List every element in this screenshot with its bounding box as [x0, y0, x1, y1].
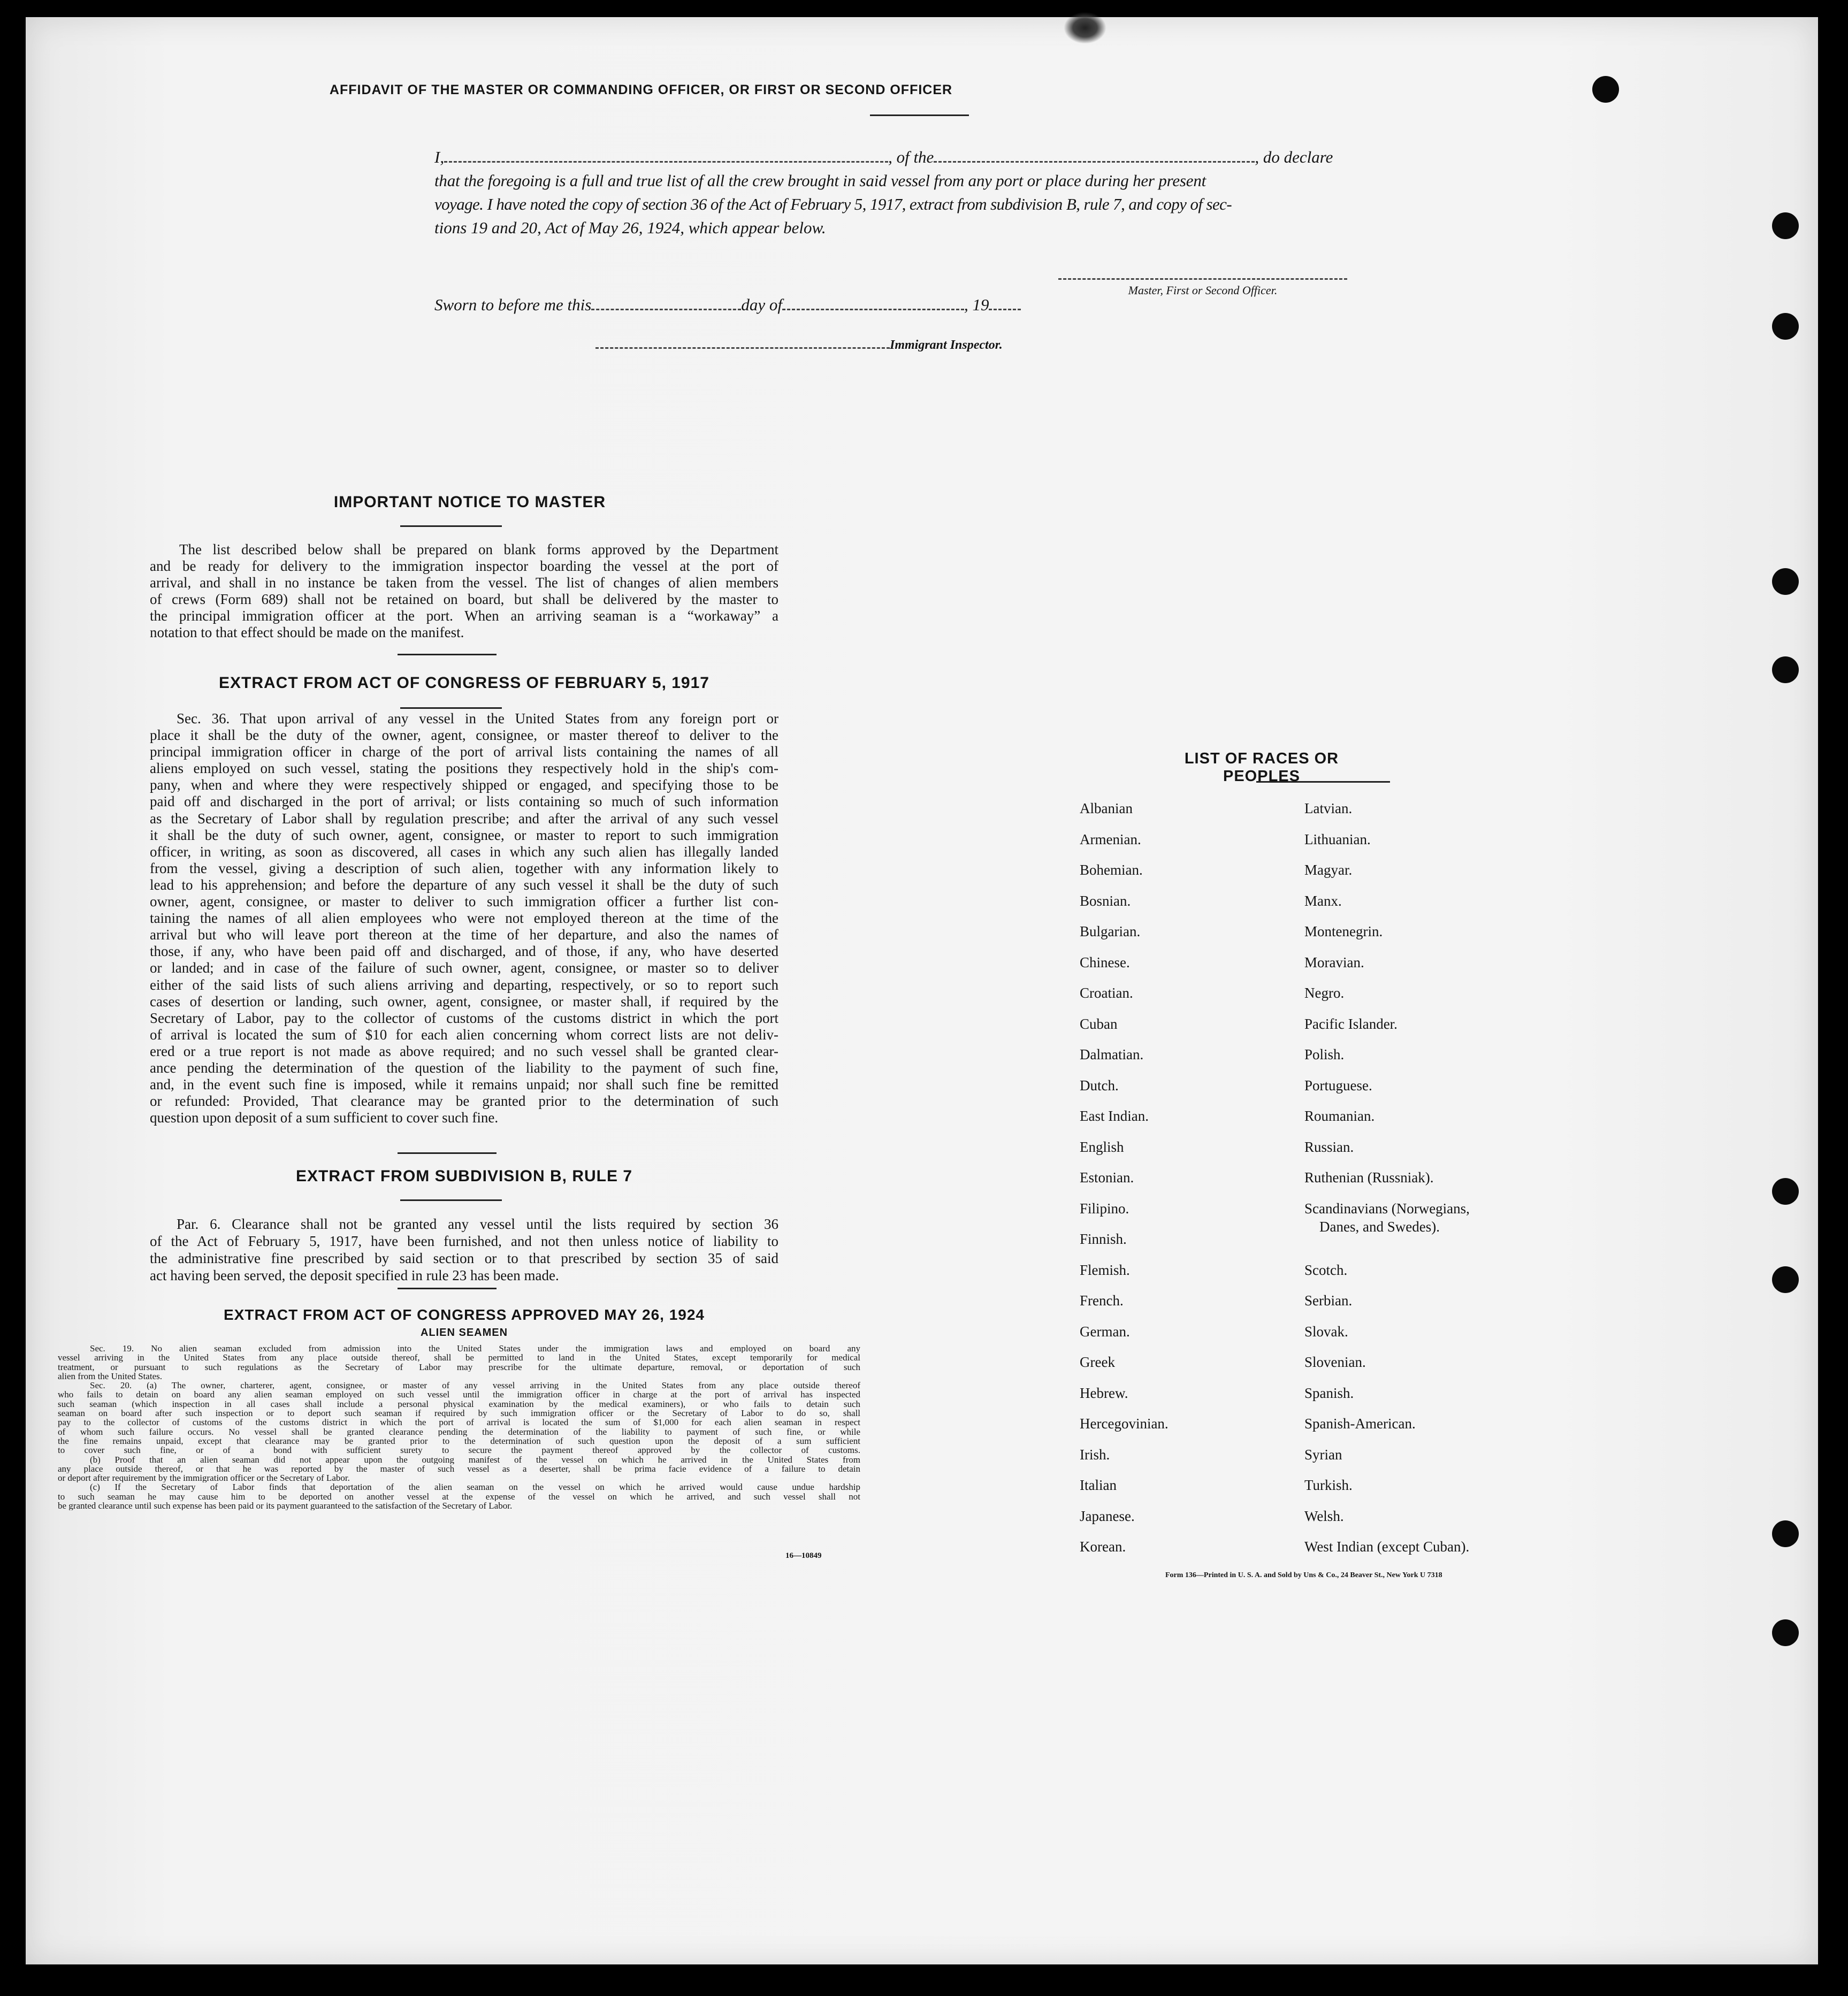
act1924-line: who fails to detain on board any alien seaman employed on such vessel until the immigration officer in charge at the port of arrival has inspected	[58, 1390, 860, 1400]
race-item: Danes, and Swedes).	[1319, 1218, 1440, 1235]
race-item: Italian	[1080, 1477, 1117, 1493]
races-rule	[1256, 781, 1390, 783]
tear-mark	[1064, 12, 1106, 44]
race-item: Flemish.	[1080, 1261, 1130, 1278]
act1917-line: question upon deposit of a sum sufficient to cover such fine.	[150, 1110, 499, 1126]
notice-title: IMPORTANT NOTICE TO MASTER	[333, 493, 606, 511]
notice-line: the principal immigration officer at the port. When an arriving seaman is a “workaway” a	[150, 608, 778, 624]
rule7-title: EXTRACT FROM SUBDIVISION B, RULE 7	[295, 1167, 633, 1185]
rule7-rule	[400, 1199, 502, 1201]
act1924-title: EXTRACT FROM ACT OF CONGRESS APPROVED MAY 26, 1924	[224, 1306, 705, 1323]
vessel-blank	[934, 160, 1255, 163]
race-item: East Indian.	[1080, 1108, 1149, 1124]
act1917-line: it shall be the duty of such owner, agent, consignee, or master to report to such immigration	[150, 827, 778, 843]
affidavit-body-2: voyage. I have noted the copy of section 36 of the Act of February 5, 1917, extract from subdivision B, rule 7, and copy of sec-	[434, 195, 1232, 213]
name-blank	[444, 160, 888, 163]
race-item: Portuguese.	[1304, 1077, 1372, 1093]
race-item: Chinese.	[1080, 954, 1130, 970]
act1917-line: as the Secretary of Labor shall by regulation prescribe; and after the arrival of any such vessel	[150, 810, 778, 827]
race-item: Welsh.	[1304, 1508, 1344, 1524]
inspector-label: Immigrant Inspector.	[890, 338, 1003, 352]
affidavit-line-1	[434, 146, 1414, 169]
race-item: Magyar.	[1304, 862, 1353, 878]
affidavit-i: I,	[434, 148, 445, 166]
race-item: Scandinavians (Norwegians,	[1304, 1200, 1470, 1217]
document-page	[26, 17, 1818, 1964]
rule7-line: of the Act of February 5, 1917, have been furnished, and not then unless notice of liability to	[150, 1233, 778, 1249]
year-blank	[989, 308, 1021, 310]
race-item: Latvian.	[1304, 800, 1353, 816]
race-item: Albanian	[1080, 800, 1133, 816]
master-signature-line	[1058, 277, 1347, 280]
act1924-line: any place outside thereof, or that he was reported by the master of such vessel as a deserter, shall be prima facie evidence of a failure to detain	[58, 1464, 860, 1474]
punch-hole	[1772, 1178, 1799, 1205]
race-item: Scotch.	[1304, 1261, 1348, 1278]
act1924-line: to cover such fine, or of a bond with sufficient surety to secure the payment thereof approved by the collector of customs.	[58, 1446, 860, 1455]
act1924-subtitle: ALIEN SEAMEN	[420, 1327, 508, 1339]
act1924-line: seaman on board after such inspection or to deport such seaman if required by such immigration officer or the Secretary of Labor to do so, shall	[58, 1409, 860, 1418]
act1917-rule	[400, 707, 502, 709]
act1917-line: and, in the event such fine is imposed, while it remains unpaid; nor shall such fine be remitted	[150, 1076, 778, 1093]
punch-hole	[1772, 1266, 1799, 1293]
act1917-line: ance pending the determination of the question of the liability to the payment of such fine,	[150, 1059, 778, 1076]
sworn-text: Sworn to before me this	[434, 295, 592, 314]
race-item: Lithuanian.	[1304, 831, 1371, 847]
race-item: French.	[1080, 1293, 1124, 1309]
punch-hole	[1772, 1520, 1799, 1547]
act1917-line: ered or a true report is not made as above required; and no such vessel shall be granted clear-	[150, 1043, 778, 1059]
race-item: Turkish.	[1304, 1477, 1353, 1493]
act1917-line: or landed; and in case of the failure of such owner, agent, consignee, or master so to deliver	[150, 960, 778, 976]
race-item: Hercegovinian.	[1080, 1416, 1169, 1432]
act1917-line: place it shall be the duty of the owner, agent, consignee, or master thereof to deliver to the	[150, 727, 778, 744]
act1917-line: from the vessel, giving a description of such alien, together with any information likely to	[150, 860, 778, 876]
notice-text	[150, 541, 778, 641]
rule7-line: the administrative fine prescribed by said section or to that prescribed by section 35 of said	[150, 1250, 778, 1266]
act1917-line: or refunded: Provided, That clearance may be granted prior to the determination of such	[150, 1093, 778, 1110]
master-signature-label: Master, First or Second Officer.	[1128, 284, 1278, 297]
race-item: Montenegrin.	[1304, 923, 1383, 939]
day-of-text: day of	[741, 295, 782, 314]
sworn-day-blank	[591, 308, 741, 310]
act1917-line: either of the said lists of such aliens arriving and departing, respectively, or so to report such	[150, 976, 778, 993]
inspector-line	[595, 338, 1003, 353]
notice-line: The list described below shall be prepared on blank forms approved by the Department	[179, 541, 778, 557]
affidavit-body-3: tions 19 and 20, Act of May 26, 1924, which appear below.	[434, 218, 826, 237]
act1917-line: officer, in writing, as soon as discovered, all cases in which any such alien has illegally landed	[150, 843, 778, 860]
act1917-line: paid off and discharged in the port of arrival; or lists containing so much of such information	[150, 793, 778, 810]
race-item: Estonian.	[1080, 1169, 1134, 1186]
act1917-text	[150, 710, 778, 1126]
notice-end-rule	[398, 654, 497, 655]
races-title: LIST OF RACES OR PEOPLES	[1184, 750, 1339, 785]
race-item: Armenian.	[1080, 831, 1141, 847]
race-item: Bosnian.	[1080, 892, 1131, 909]
punch-hole	[1772, 1619, 1799, 1646]
race-item: Bohemian.	[1080, 862, 1143, 878]
act1924-text	[58, 1344, 860, 1510]
races-left-column	[1080, 800, 1294, 1570]
race-item: Croatian.	[1080, 985, 1133, 1001]
act1924-line: be granted clearance until such expense has been paid or its payment guaranteed to the satisfaction of the Secretary of Labor.	[58, 1501, 513, 1511]
act1924-line: Sec. 19. No alien seaman excluded from admission into the United States under the immigration laws and employed on board any	[90, 1344, 860, 1353]
notice-line: of crews (Form 689) shall not be retained on board, but shall be delivered by the master to	[150, 591, 778, 607]
year-text: , 19	[964, 295, 989, 314]
affidavit-block	[434, 146, 1414, 240]
race-item: Spanish.	[1304, 1385, 1354, 1401]
race-item: Japanese.	[1080, 1508, 1135, 1524]
race-item: Russian.	[1304, 1138, 1354, 1155]
races-footer: Form 136—Printed in U. S. A. and Sold by Uns & Co., 24 Beaver St., New York U 7318	[1165, 1571, 1442, 1579]
race-item: Moravian.	[1304, 954, 1364, 970]
act1924-line: or deport after requirement by the immigration officer or the Secretary of Labor.	[58, 1473, 350, 1483]
inspector-signature-line	[595, 346, 890, 349]
act1917-line: taining the names of all alien employees who were not employed thereon at the time of the	[150, 910, 778, 927]
race-item: Ruthenian (Russniak).	[1304, 1169, 1434, 1186]
rule7-text	[150, 1215, 778, 1284]
sworn-month-blank	[782, 308, 964, 310]
race-item: Slovak.	[1304, 1323, 1348, 1340]
race-item: Finnish.	[1080, 1231, 1127, 1247]
act1917-line: arrival but who will leave port thereon at the time of her departure, and also the names of	[150, 927, 778, 943]
act1924-line: treatment, or pursuant to such regulations as the Secretary of Labor may prescribe for the ultimate departure, removal, or deportation of such	[58, 1362, 860, 1372]
master-signature	[1058, 273, 1347, 297]
race-item: German.	[1080, 1323, 1130, 1340]
act1924-line: such seaman (which inspection in all cases shall include a personal physical examination by the medical examiners), or who fails to detain such	[58, 1399, 860, 1409]
race-item: Bulgarian.	[1080, 923, 1141, 939]
race-item: Manx.	[1304, 892, 1342, 909]
rule7-line: act having been served, the deposit specified in rule 23 has been made.	[150, 1267, 559, 1283]
races-right-column	[1304, 800, 1572, 1570]
act1917-line: pany, when and where they were respectively shipped or engaged, and specifying those to be	[150, 777, 778, 793]
act1924-line: (c) If the Secretary of Labor finds that deportation of the alien seaman on the vessel on which he arrived would cause undue hardship	[90, 1482, 860, 1492]
act1917-line: of arrival is located the sum of $10 for each alien concerning whom correct lists are not deliv-	[150, 1026, 778, 1043]
affidavit-declare: , do declare	[1255, 148, 1333, 166]
race-item: Filipino.	[1080, 1200, 1129, 1217]
act1924-line: of whom such failure occurs. No vessel shall be granted clearance pending the determination of the liability to payment of such fine, or while	[58, 1427, 860, 1436]
race-item: Pacific Islander.	[1304, 1015, 1398, 1032]
act1924-line: vessel arriving in the United States from any place outside thereof, shall be permitted to land in the United States, except temporarily for medical	[58, 1353, 860, 1363]
race-item: Korean.	[1080, 1539, 1126, 1555]
act1917-line: those, if any, who have been paid off and discharged, and of those, if any, who have deserted	[150, 943, 778, 960]
race-item: Dalmatian.	[1080, 1046, 1144, 1062]
rule7-line: Par. 6. Clearance shall not be granted any vessel until the lists required by section 36	[177, 1216, 778, 1232]
act1917-line: owner, agent, consignee, or master to deliver to such immigration officer a further list con-	[150, 893, 778, 910]
act1924-line: the fine remains unpaid, except that clearance may be granted prior to the determination of such question upon the deposit of a sum sufficient	[58, 1436, 860, 1446]
race-item: Negro.	[1304, 985, 1345, 1001]
notice-line: notation to that effect should be made on the manifest.	[150, 624, 464, 640]
race-item: Hebrew.	[1080, 1385, 1128, 1401]
act1917-line: principal immigration officer in charge of the port of arrival lists containing the names of all	[150, 744, 778, 760]
act1917-line: cases of desertion or landing, such owner, agent, consignee, or master shall, if required by the	[150, 993, 778, 1010]
act1924-line: alien from the United States.	[58, 1371, 162, 1381]
punch-hole	[1772, 212, 1799, 239]
punch-hole	[1772, 568, 1799, 595]
race-item: Syrian	[1304, 1446, 1342, 1463]
affidavit-of-the: , of the	[888, 148, 934, 166]
race-item: Slovenian.	[1304, 1354, 1366, 1370]
title-rule	[870, 114, 969, 116]
act1917-line: aliens employed on such vessel, stating the positions they respectively hold in the ship's com-	[150, 760, 778, 777]
rule7-end-rule	[398, 1288, 497, 1289]
punch-hole	[1772, 656, 1799, 683]
race-item: West Indian (except Cuban).	[1304, 1539, 1470, 1555]
affidavit-title: AFFIDAVIT OF THE MASTER OR COMMANDING OFFICER, OR FIRST OR SECOND OFFICER	[329, 82, 953, 97]
act1924-line: Sec. 20. (a) The owner, charterer, agent, consignee, or master of any vessel arriving in the United States from any place outside thereof	[90, 1381, 860, 1390]
affidavit-body-1: that the foregoing is a full and true list of all the crew brought in said vessel from any port or place during her present	[434, 171, 1206, 190]
race-item: Serbian.	[1304, 1293, 1353, 1309]
notice-line: arrival, and shall in no instance be taken from the vessel. The list of changes of alien members	[150, 575, 778, 591]
act1924-line: pay to the collector of customs of the customs district in which the port of arrival is located the sum of $1,000 for each alien seaman in respect	[58, 1418, 860, 1427]
race-item: English	[1080, 1138, 1124, 1155]
act1924-line: to such seaman he may cause him to be deported on another vessel at the expense of the vessel on which he arrived, and such vessel shall not	[58, 1492, 860, 1502]
act1924-line: (b) Proof that an alien seaman did not appear upon the outgoing manifest of the vessel on which he arrived in the United States from	[90, 1455, 860, 1464]
punch-hole	[1592, 76, 1619, 103]
sworn-line	[434, 295, 1021, 315]
race-item: Roumanian.	[1304, 1108, 1375, 1124]
race-item: Irish.	[1080, 1446, 1110, 1463]
notice-rule	[400, 525, 502, 527]
punch-hole	[1772, 313, 1799, 340]
act1917-line: Sec. 36. That upon arrival of any vessel in the United States from any foreign port or	[177, 710, 778, 726]
race-item: Polish.	[1304, 1046, 1345, 1062]
race-item: Greek	[1080, 1354, 1115, 1370]
act1917-line: Secretary of Labor, pay to the collector of customs of the customs district in which the port	[150, 1010, 778, 1026]
race-item: Spanish-American.	[1304, 1416, 1416, 1432]
form-code: 16—10849	[785, 1551, 822, 1560]
act1917-title: EXTRACT FROM ACT OF CONGRESS OF FEBRUARY 5, 1917	[219, 674, 709, 692]
notice-line: and be ready for delivery to the immigration inspector boarding the vessel at the port of	[150, 558, 778, 574]
race-item: Dutch.	[1080, 1077, 1119, 1093]
act1917-end-rule	[398, 1152, 497, 1154]
act1917-line: lead to his apprehension; and before the departure of any such vessel it shall be the duty of such	[150, 876, 778, 893]
race-item: Cuban	[1080, 1015, 1118, 1032]
